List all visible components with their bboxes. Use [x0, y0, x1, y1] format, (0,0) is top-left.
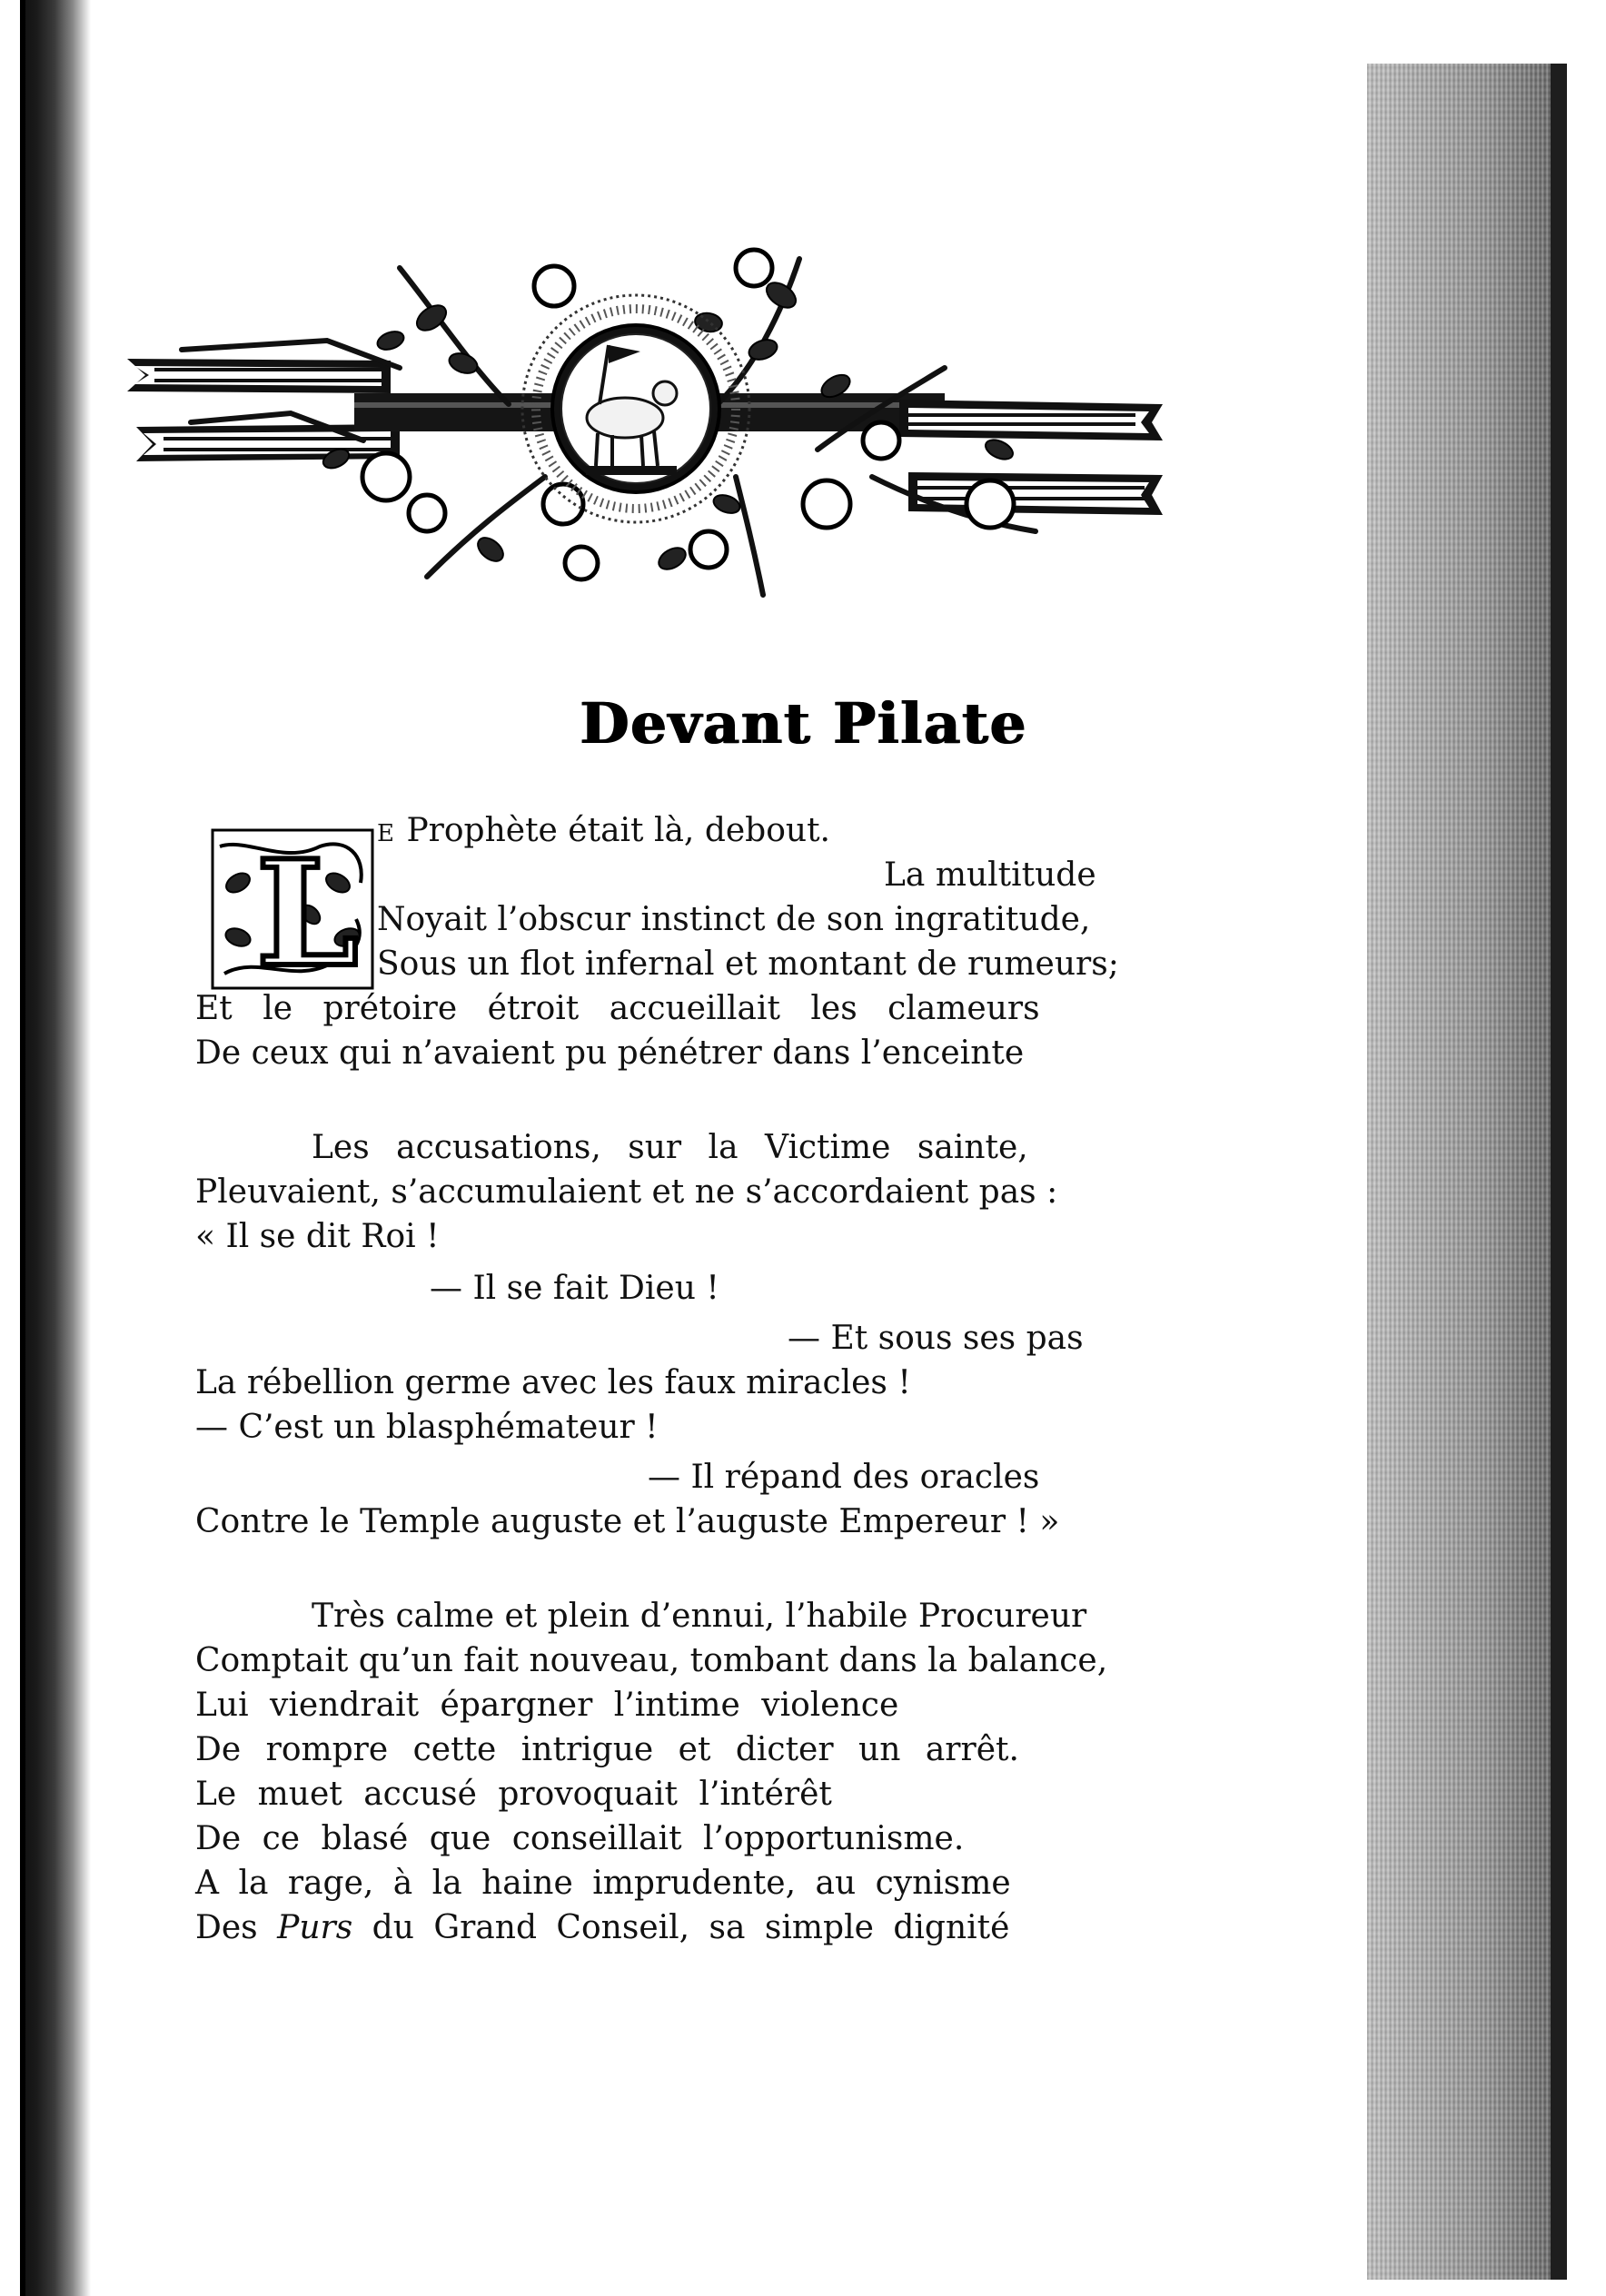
- poem-line-10: — Il se fait Dieu !: [430, 1270, 719, 1307]
- poem-body: [195, 808, 1122, 1950]
- stanza-gap: [195, 1544, 1122, 1594]
- poem-line-15: Contre le Temple auguste et l’auguste Empereur ! »: [195, 1503, 1060, 1540]
- poem-line-9: « Il se dit Roi !: [195, 1218, 440, 1255]
- poem-line-19: De rompre cette intrigue et dicter un arrêt.: [195, 1731, 1019, 1768]
- lamb-medallion: [522, 295, 749, 522]
- stanza-gap: [195, 1075, 1122, 1125]
- poem-line-12: La rébellion germe avec les faux miracles !: [195, 1364, 911, 1401]
- poem-line-7: Les accusations, sur la Victime sainte,: [312, 1129, 1028, 1166]
- poem-line-23: Des Purs du Grand Conseil, sa simple dignité: [195, 1909, 1010, 1946]
- poem-line-21: De ce blasé que conseillait l’opportunisme.: [195, 1820, 965, 1857]
- right-margin: [1567, 0, 1606, 2296]
- page-edges: [1367, 64, 1567, 2280]
- poem-line-17: Comptait qu’un fait nouveau, tombant dans la balance,: [195, 1642, 1108, 1679]
- poem-title: [0, 690, 1606, 757]
- title-text: Devant Pilate: [579, 690, 1027, 757]
- poem-line-2: La multitude: [884, 856, 1096, 894]
- poem-line-1: E Prophète était là, debout.: [377, 812, 830, 849]
- poem-line-18: Lui viendrait épargner l’intime violence: [195, 1687, 899, 1724]
- book-binding: [0, 0, 91, 2296]
- poem-line-22: A la rage, à la haine imprudente, au cynisme: [195, 1865, 1011, 1902]
- poem-line-16: Très calme et plein d’ennui, l’habile Procureur: [312, 1598, 1087, 1635]
- poem-line-4: Sous un flot infernal et montant de rumeurs;: [377, 945, 1119, 983]
- dropcap-letter: L: [256, 828, 359, 990]
- poem-line-3: Noyait l’obscur instinct de son ingratitude,: [377, 901, 1091, 938]
- poem-line-20: Le muet accusé provoquait l’intérêt: [195, 1776, 832, 1813]
- poem-line-8: Pleuvaient, s’accumulaient et ne s’accordaient pas :: [195, 1173, 1058, 1211]
- poem-line-13: — C’est un blasphémateur !: [195, 1409, 659, 1446]
- poem-line-14: — Il répand des oracles: [648, 1459, 1040, 1496]
- italic-word: Purs: [277, 1909, 353, 1946]
- poem-line-5: Et le prétoire étroit accueillait les clameurs: [195, 990, 1040, 1027]
- book-spine: [1551, 64, 1567, 2280]
- binding-edge: [20, 0, 25, 2296]
- poem-line-6: De ceux qui n’avaient pu pénétrer dans l’enceinte: [195, 1034, 1025, 1072]
- headpiece-ornament: [127, 232, 1167, 631]
- poem-line-11: — Et sous ses pas: [788, 1320, 1084, 1357]
